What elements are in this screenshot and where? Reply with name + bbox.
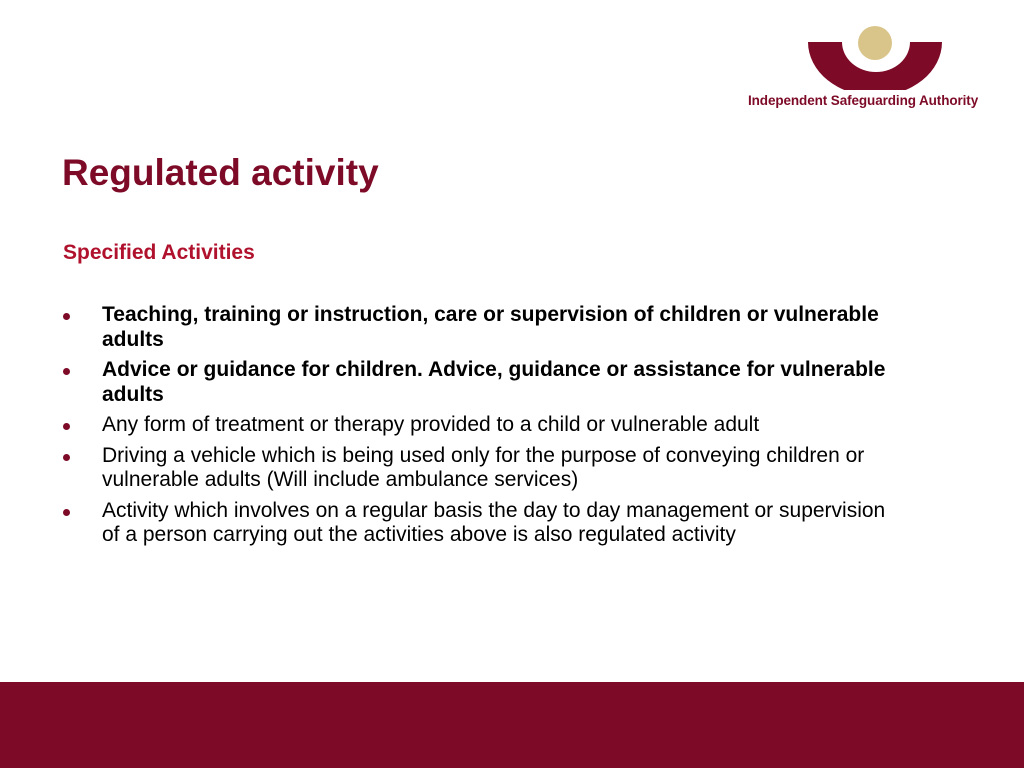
bullet-dot-icon bbox=[63, 368, 70, 375]
slide-subtitle: Specified Activities bbox=[63, 241, 255, 264]
bullet-item bbox=[62, 358, 902, 407]
slide-title: Regulated activity bbox=[62, 152, 379, 193]
bullet-dot-icon bbox=[63, 509, 70, 516]
bullet-dot-icon bbox=[63, 423, 70, 430]
bullet-item bbox=[62, 303, 902, 352]
bullet-list bbox=[62, 303, 902, 554]
bullet-text: Teaching, training or instruction, care or supervision of children or vulnerable adults bbox=[102, 303, 879, 351]
bullet-text: Driving a vehicle which is being used only for the purpose of conveying children or vulnerable adults (Will include ambulance services) bbox=[102, 443, 865, 491]
bullet-dot-icon bbox=[63, 454, 70, 461]
logo-text: Independent Safeguarding Authority bbox=[748, 93, 979, 108]
isa-logo-mark-icon bbox=[806, 20, 946, 90]
bullet-dot-icon bbox=[63, 313, 70, 320]
footer-band bbox=[0, 682, 1024, 768]
bullet-item bbox=[62, 499, 902, 548]
bullet-item bbox=[62, 444, 902, 493]
bullet-item bbox=[62, 413, 902, 438]
bullet-text: Activity which involves on a regular basis the day to day management or supervision of a person carrying out the activities above is also regulated activity bbox=[102, 498, 886, 546]
isa-logo bbox=[748, 20, 1008, 120]
bullet-text: Advice or guidance for children. Advice, guidance or assistance for vulnerable adults bbox=[102, 358, 886, 406]
bullet-text: Any form of treatment or therapy provided to a child or vulnerable adult bbox=[102, 413, 760, 436]
